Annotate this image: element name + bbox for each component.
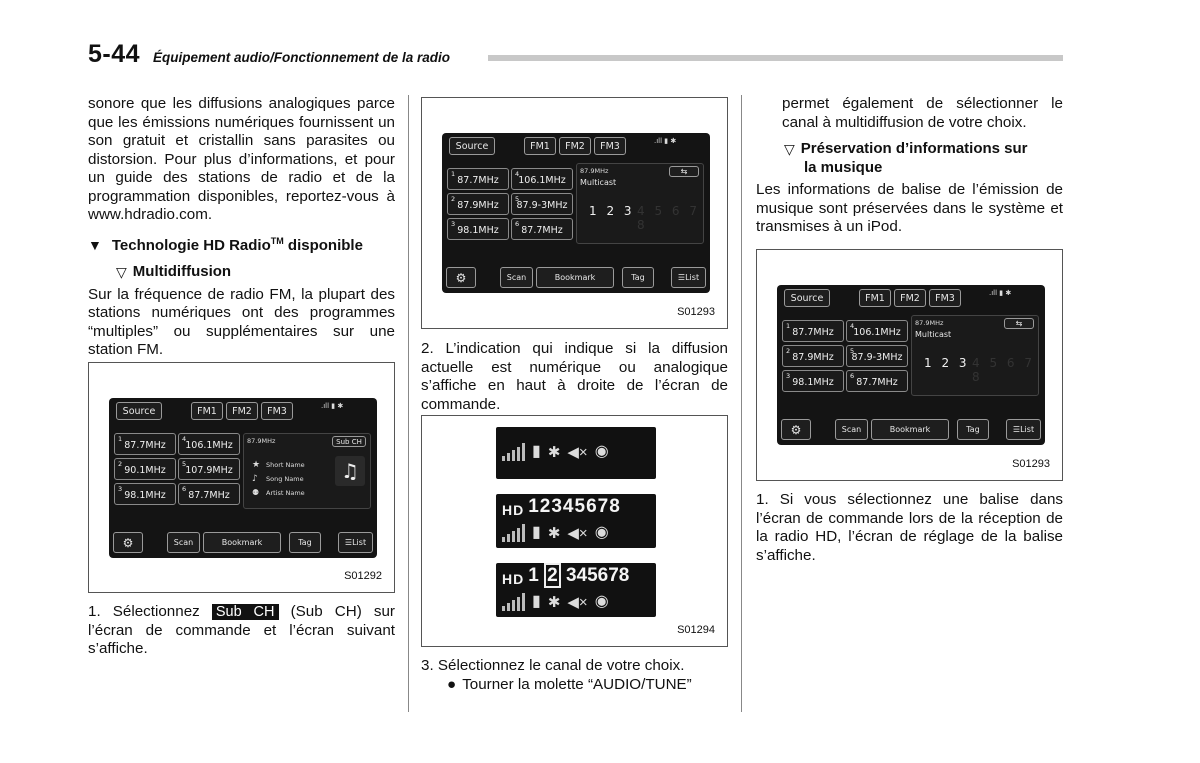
fm2-button[interactable]: FM2 xyxy=(226,402,258,420)
signal-bars-icon xyxy=(502,593,525,611)
album-art-music-icon: ♫ xyxy=(335,456,365,486)
preset-button[interactable]: 2 90.1MHz xyxy=(114,458,176,480)
tag-button[interactable]: Tag xyxy=(289,532,321,553)
figure-code: S01293 xyxy=(677,306,715,318)
preset-button[interactable]: 2 87.9MHz xyxy=(447,193,509,215)
step-1-right-text: 1. Si vous sélectionnez une balise dans l’écran de commande lors de la réception de la radio HD, l’écran de réglage de la balise s’affiche. xyxy=(756,491,1063,564)
tag-button[interactable]: Tag xyxy=(957,419,989,440)
bookmark-button[interactable]: Bookmark xyxy=(871,419,949,440)
disc-icon: ◉ xyxy=(594,593,609,610)
bluetooth-icon: ✱ xyxy=(547,525,561,542)
tag-swap-icon[interactable]: ⇆ xyxy=(1004,318,1034,329)
artist-name: Artist Name xyxy=(266,489,305,497)
source-button[interactable]: Source xyxy=(116,402,162,420)
artist-icon: ⚉ xyxy=(252,488,260,497)
paragraph: Les informations de balise de l’émission de musique sont préservées dans le système et transmises à un iPod. xyxy=(756,181,1063,235)
station-info-panel xyxy=(243,433,371,509)
hd-digit-selected: 2 xyxy=(544,563,561,588)
column-divider xyxy=(741,95,742,712)
channel-digits-inactive: 4 5 6 7 8 xyxy=(637,204,700,232)
station-info-panel xyxy=(911,315,1039,396)
multicast-label: Multicast xyxy=(915,330,952,339)
status-strip-hd-selected xyxy=(496,563,656,617)
triangle-outline-icon: ▽ xyxy=(784,141,795,157)
bookmark-button[interactable]: Bookmark xyxy=(203,532,281,553)
paragraph: Sur la fréquence de radio FM, la plupart des stations numériques ont des programmes “multiples” ou supplémentaires sur une station FM. xyxy=(88,285,395,358)
signal-bars-icon: .ıll ▮ ✱ xyxy=(654,137,677,145)
bluetooth-icon: ✱ xyxy=(547,594,561,611)
fm3-button[interactable]: FM3 xyxy=(929,289,961,307)
page-title: Équipement audio/Fonctionnement de la radio xyxy=(153,50,451,65)
disc-icon: ◉ xyxy=(594,443,609,460)
bullet-text: Tourner la molette “AUDIO/TUNE” xyxy=(462,675,692,693)
figure-status-indicators xyxy=(421,415,728,647)
subheading-text: Multidiffusion xyxy=(132,263,232,280)
source-button[interactable]: Source xyxy=(449,137,495,155)
step-3-block xyxy=(421,657,728,694)
column-divider xyxy=(408,95,409,712)
signal-bars-icon: .ıll ▮ ✱ xyxy=(321,402,344,410)
status-strip-analog xyxy=(496,427,656,479)
settings-icon[interactable]: ⚙ xyxy=(781,419,811,440)
preset-button[interactable]: 4 106.1MHz xyxy=(178,433,240,455)
bluetooth-icon: ✱ xyxy=(547,444,561,461)
list-button[interactable]: ☰ List xyxy=(671,267,706,288)
header-rule xyxy=(488,55,1063,61)
sub-ch-highlight: Sub CH xyxy=(212,604,279,620)
music-note-icon: ♪ xyxy=(252,474,258,484)
figure-code: S01294 xyxy=(677,624,715,636)
list-icon: ☰ xyxy=(344,538,353,547)
preset-button[interactable]: 6 87.7MHz xyxy=(846,370,908,392)
sub-ch-button[interactable]: Sub CH xyxy=(332,436,366,447)
step-1-text: 1. Sélectionnez Sub CH (Sub CH) sur l’écran de commande et l’écran suivant s’affiche. xyxy=(88,603,395,657)
signal-bars-icon: .ıll ▮ ✱ xyxy=(989,289,1012,297)
hd-digits-rest: 345678 xyxy=(565,565,630,586)
scan-button[interactable]: Scan xyxy=(167,532,200,553)
preset-button[interactable]: 2 87.9MHz xyxy=(782,345,844,367)
subheading-text: Préservation d’informations sur xyxy=(800,140,1028,157)
frequency-label: 87.9MHz xyxy=(915,319,944,327)
battery-icon: ▮ xyxy=(532,593,541,610)
column-left xyxy=(88,95,395,360)
preset-button[interactable]: 1 87.7MHz xyxy=(114,433,176,455)
frequency-label: 87.9MHz xyxy=(247,437,276,445)
hd-digit: 1 xyxy=(528,565,539,586)
preset-button[interactable]: 3 98.1MHz xyxy=(114,483,176,505)
station-info-panel xyxy=(576,163,704,244)
triangle-outline-icon: ▽ xyxy=(116,264,127,280)
figure-code: S01292 xyxy=(344,570,382,582)
settings-icon[interactable]: ⚙ xyxy=(446,267,476,288)
step-2-text: 2. L’indication qui indique si la diffusion actuelle est numérique ou analogique s’affiche en haut à droite de l’écran de commande. xyxy=(421,340,728,413)
fm1-button[interactable]: FM1 xyxy=(859,289,891,307)
paragraph: permet également de sélectionner le canal à multidiffusion de votre choix. xyxy=(782,95,1063,131)
status-strip-hd xyxy=(496,494,656,548)
paragraph: sonore que les diffusions analogiques parce que les émissions numériques fournissent un son gratuit et cristallin sans parasites ou distorsion. Pour plus d’informations, et pour un guide des stations de radio et de la programmation disponibles, reportez-vous à www.hdradio.com. xyxy=(88,95,395,223)
figure-tag xyxy=(756,249,1063,481)
fm1-button[interactable]: FM1 xyxy=(524,137,556,155)
tag-button[interactable]: Tag xyxy=(622,267,654,288)
radio-screen xyxy=(777,285,1045,445)
scan-button[interactable]: Scan xyxy=(500,267,533,288)
star-icon: ★ xyxy=(252,460,261,470)
trademark: TM xyxy=(270,235,284,246)
radio-screen xyxy=(442,133,710,293)
bullet-dot-icon: ● xyxy=(447,675,457,693)
triangle-down-icon: ▼ xyxy=(88,236,102,253)
mute-icon: ◀× xyxy=(567,594,588,611)
battery-icon: ▮ xyxy=(532,443,541,460)
preset-button[interactable]: 4 106.1MHz xyxy=(511,168,573,190)
preset-button[interactable]: 5 107.9MHz xyxy=(178,458,240,480)
fm2-button[interactable]: FM2 xyxy=(559,137,591,155)
frequency-label: 87.9MHz xyxy=(580,167,609,175)
bullet-item xyxy=(421,676,728,695)
fm1-button[interactable]: FM1 xyxy=(191,402,223,420)
hd-channel-digits: 12345678 xyxy=(528,496,621,517)
hd-logo-icon: HD xyxy=(502,571,525,587)
preset-button[interactable]: 3 98.1MHz xyxy=(782,370,844,392)
multicast-label: Multicast xyxy=(580,178,617,187)
list-button[interactable]: ☰ List xyxy=(338,532,373,553)
disc-icon: ◉ xyxy=(594,524,609,541)
preset-button[interactable]: 1 87.7MHz xyxy=(782,320,844,342)
heading-tail: disponible xyxy=(283,236,363,254)
figure-sub-ch xyxy=(88,362,395,593)
section-heading xyxy=(88,232,395,256)
scan-button[interactable]: Scan xyxy=(835,419,868,440)
channel-digits-inactive: 4 5 6 7 8 xyxy=(972,356,1035,384)
song-name: Song Name xyxy=(266,475,304,483)
signal-bars-icon xyxy=(502,524,525,542)
fm3-button[interactable]: FM3 xyxy=(261,402,293,420)
preset-button[interactable]: 6 87.7MHz xyxy=(178,483,240,505)
subheading-cont: la musique xyxy=(804,158,883,176)
channel-digits: 1 2 3 xyxy=(589,204,635,218)
preset-button[interactable]: 4 106.1MHz xyxy=(846,320,908,342)
figure-multicast xyxy=(421,97,728,329)
list-icon: ☰ xyxy=(1012,425,1021,434)
hd-logo-icon: HD xyxy=(502,502,525,518)
preset-button[interactable]: 5 87.9-3MHz xyxy=(511,193,573,215)
list-icon: ☰ xyxy=(677,273,686,282)
short-name: Short Name xyxy=(266,461,305,469)
list-button[interactable]: ☰ List xyxy=(1006,419,1041,440)
figure-code: S01293 xyxy=(1012,458,1050,470)
mute-icon: ◀× xyxy=(567,444,588,461)
subsection-heading xyxy=(116,263,395,282)
bookmark-button[interactable]: Bookmark xyxy=(536,267,614,288)
preset-button[interactable]: 6 87.7MHz xyxy=(511,218,573,240)
channel-digits: 1 2 3 xyxy=(924,356,970,370)
signal-bars-icon xyxy=(502,443,525,461)
preset-button[interactable]: 5 87.9-3MHz xyxy=(846,345,908,367)
fm3-button[interactable]: FM3 xyxy=(594,137,626,155)
subsection-heading xyxy=(784,140,1063,159)
settings-icon[interactable]: ⚙ xyxy=(113,532,143,553)
battery-icon: ▮ xyxy=(532,524,541,541)
mute-icon: ◀× xyxy=(567,525,588,542)
column-right xyxy=(756,95,1063,237)
tag-swap-icon[interactable]: ⇆ xyxy=(669,166,699,177)
page-number: 5-44 xyxy=(88,40,141,68)
source-button[interactable]: Source xyxy=(784,289,830,307)
heading-text: Technologie HD Radio xyxy=(111,236,271,254)
radio-screen xyxy=(109,398,377,558)
step-3-text: 3. Sélectionnez le canal de votre choix. xyxy=(421,657,685,674)
preset-button[interactable]: 1 87.7MHz xyxy=(447,168,509,190)
fm2-button[interactable]: FM2 xyxy=(894,289,926,307)
preset-button[interactable]: 3 98.1MHz xyxy=(447,218,509,240)
